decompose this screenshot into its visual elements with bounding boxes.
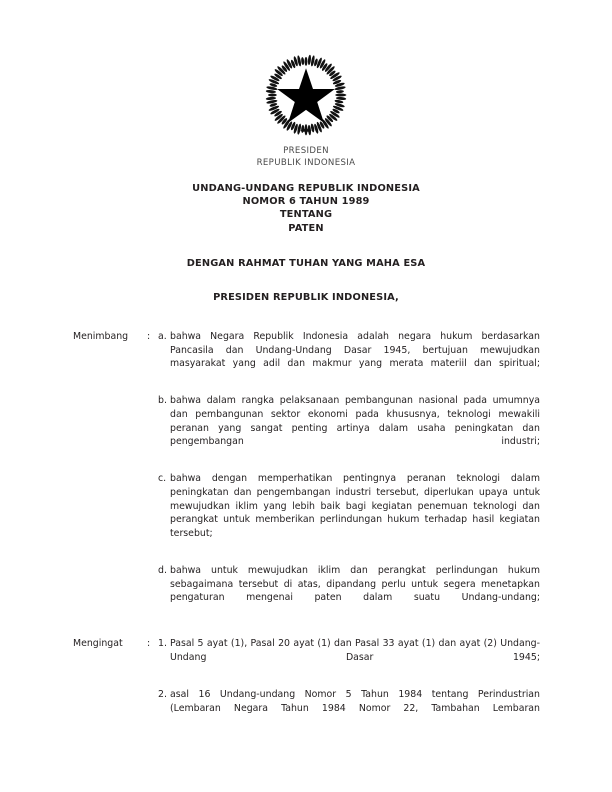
clause-item — [0, 688, 612, 729]
law-type-line: UNDANG-UNDANG REPUBLIK INDONESIA — [192, 183, 420, 194]
clause-group-label: Menimbang — [73, 331, 129, 342]
clause-item — [0, 637, 612, 678]
authority-line: PRESIDEN REPUBLIK INDONESIA, — [213, 292, 399, 304]
emblem-caption — [0, 146, 612, 169]
law-number-line: NOMOR 6 TAHUN 1989 — [242, 196, 370, 208]
clause-group-mengingat — [0, 637, 612, 729]
clause-item — [0, 472, 612, 554]
star-icon — [277, 68, 335, 122]
clause-marker: b. — [158, 395, 167, 407]
clause-group-menimbang — [0, 330, 612, 618]
clause-marker: d. — [158, 564, 167, 576]
group-spacer — [0, 618, 612, 637]
clause-text: asal 16 Undang-undang Nomor 5 Tahun 1984 tentang Perindustrian (Lembaran Negara Tahun 1984 Nomor 22, Tambahan Lembaran — [170, 689, 540, 714]
clause-text: bahwa untuk mewujudkan iklim dan perangkat perlindungan hukum sebagaimana tersebut di atas, dipandang perlu untuk segera menetapkan pengaturan mengenai paten dalam suatu Undang-undang; — [170, 564, 540, 604]
clause-group-label: Mengingat — [73, 638, 123, 650]
clause-text: bahwa Negara Republik Indonesia adalah negara hukum berdasarkan Pancasila dan Undang-Undang Dasar 1945, bertujuan mewujudkan masyarakat yang adil dan makmur yang merata materiil dan spiritual; — [170, 331, 540, 370]
clause-group-colon: : — [147, 331, 151, 342]
clause-item — [0, 564, 612, 618]
emblem-caption-line-1: PRESIDEN — [283, 146, 329, 156]
blessing-line: DENGAN RAHMAT TUHAN YANG MAHA ESA — [186, 257, 426, 269]
clause-text: Pasal 5 ayat (1), Pasal 20 ayat (1) dan Pasal 33 ayat (1) dan ayat (2) Undang-Undang Dasar 1945; — [170, 638, 540, 663]
clause-marker: a. — [158, 331, 167, 342]
clause-item — [0, 330, 612, 384]
indonesian-presidential-seal-icon — [259, 48, 353, 142]
law-subject-line: PATEN — [288, 222, 324, 234]
clause-marker: c. — [158, 473, 167, 485]
clauses-block — [0, 330, 612, 729]
clause-text: bahwa dalam rangka pelaksanaan pembangunan nasional pada umumnya dan pembangunan sektor ekonomi pada khususnya, teknologi mewakili peranan yang sangat penting artinya dalam usaha peningkatan dan pengembangan industri; — [170, 395, 540, 448]
title-block — [0, 182, 612, 304]
clause-text: bahwa dengan memperhatikan pentingnya peranan teknologi dalam peningkatan dan pengembangan industri tersebut, diperlukan upaya untuk mewujudkan iklim yang lebih baik bagi kegiatan penemuan teknologi dan perangkat untuk memberikan perlindungan hukum terhadap hasil kegiatan tersebut; — [170, 473, 540, 539]
clause-item — [0, 394, 612, 462]
clause-group-colon: : — [147, 638, 151, 650]
clause-marker: 1. — [158, 638, 167, 650]
clause-marker: 2. — [158, 689, 167, 701]
emblem-caption-line-2: REPUBLIK INDONESIA — [256, 157, 356, 168]
about-line: TENTANG — [279, 209, 333, 221]
emblem-block — [0, 48, 612, 169]
